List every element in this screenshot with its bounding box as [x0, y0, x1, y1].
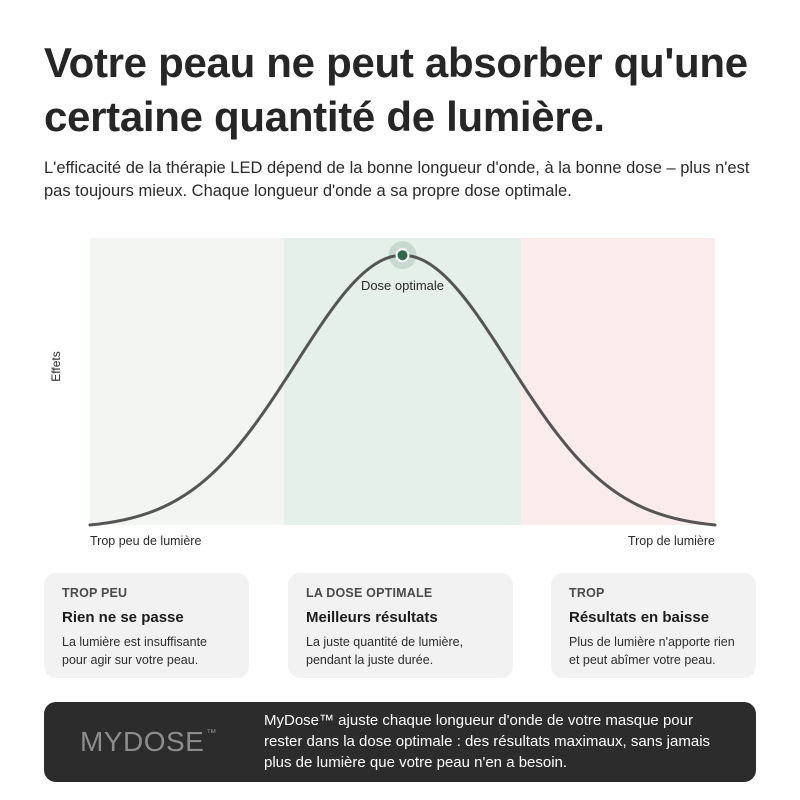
peak-label: Dose optimale — [360, 278, 445, 294]
y-axis-label: Effets — [49, 351, 63, 382]
logo-trademark: ™ — [206, 728, 217, 739]
logo-text: MYDOSE — [80, 726, 205, 757]
peak-marker — [397, 249, 409, 261]
card-heading: Rien ne se passe — [62, 609, 184, 626]
card-eyebrow: TROP — [569, 586, 605, 600]
page-subtitle: L'efficacité de la thérapie LED dépend de la bonne longueur d'onde, à la bonne dose – plus n'est pas toujours mieux. Chaque longueur d'onde a sa propre dose optimale. — [44, 159, 750, 200]
dose-response-chart — [0, 225, 800, 555]
mydose-logo — [80, 726, 217, 758]
card-heading: Meilleurs résultats — [306, 609, 438, 626]
zone-too-little — [90, 238, 284, 525]
card-too-little — [44, 573, 249, 678]
card-body: Plus de lumière n'apporte rien et peut abîmer votre peau. — [569, 635, 735, 667]
card-optimal — [288, 573, 513, 678]
x-axis-min-label: Trop peu de lumière — [90, 534, 202, 548]
x-axis-max-label: Trop de lumière — [627, 534, 715, 548]
card-eyebrow: LA DOSE OPTIMALE — [306, 586, 433, 600]
zone-too-much — [521, 238, 715, 525]
card-eyebrow: TROP PEU — [62, 586, 128, 600]
card-body: La lumière est insuffisante pour agir sur votre peau. — [62, 635, 207, 667]
mydose-banner — [44, 702, 756, 782]
card-body: La juste quantité de lumière, pendant la juste durée. — [306, 635, 464, 667]
banner-message: MyDose™ ajuste chaque longueur d'onde de votre masque pour rester dans la dose optimale : des résultats maximaux, sans jamais plus de lumière que votre peau n'en a besoin. — [264, 712, 711, 771]
card-heading: Résultats en baisse — [569, 609, 710, 626]
page-title: Votre peau ne peut absorber qu'une certaine quantité de lumière. — [44, 39, 748, 140]
card-too-much — [551, 573, 756, 678]
zone-cards — [44, 573, 756, 678]
